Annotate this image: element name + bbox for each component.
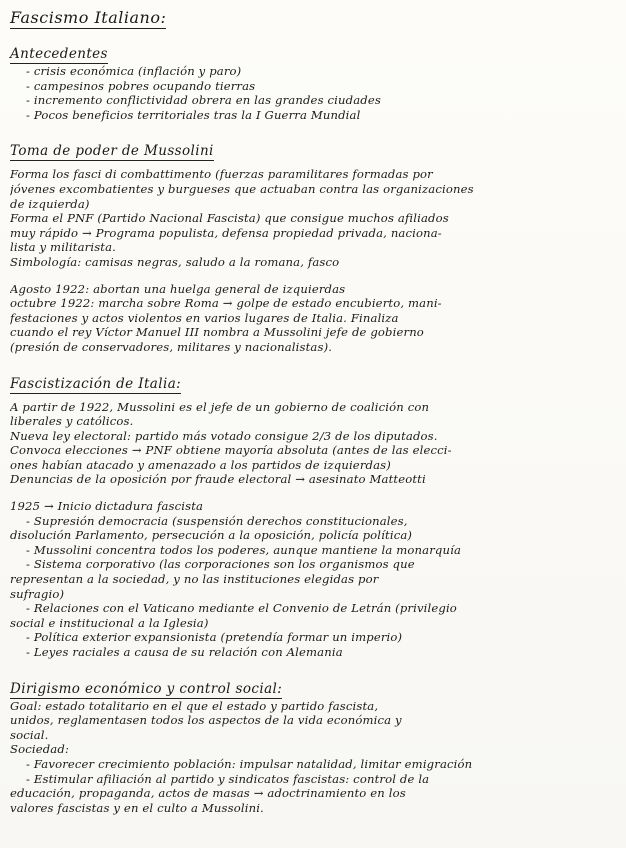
note-line: Denuncias de la oposición por fraude electoral → asesinato Matteotti [10,472,426,487]
section-antecedentes [10,43,616,122]
note-line: - Pocos beneficios territoriales tras la I Guerra Mundial [26,107,361,122]
note-line: Sociedad: [10,742,69,757]
note-line: liberales y católicos. [10,414,134,429]
note-line: - Favorecer crecimiento población: impulsar natalidad, limitar emigración [26,756,473,771]
section-dirigismo [10,678,616,816]
section-fascistizacion [10,373,616,660]
note-line: - Mussolini concentra todos los poderes, aunque mantiene la monarquía [26,542,462,557]
note-line: octubre 1922: marcha sobre Roma → golpe de estado encubierto, mani- [10,296,442,311]
note-line: social. [10,727,49,742]
note-line: Forma los fasci di combattimento (fuerzas paramilitares formadas por [10,167,433,182]
page-title: Fascismo Italiano: [10,8,167,27]
note-line: valores fascistas y en el culto a Mussolini. [10,800,264,815]
note-line: Goal: estado totalitario en el que el estado y partido fascista, [10,698,379,713]
note-line: - Relaciones con el Vaticano mediante el Convenio de Letrán (privilegio [26,601,457,616]
note-line: Convoca elecciones → PNF obtiene mayoría absoluta (antes de las elecci- [10,443,452,458]
note-line: - crisis económica (inflación y paro) [26,64,242,78]
note-line: unidos, reglamentasen todos los aspectos de la vida económica y [10,713,402,728]
section-heading: Dirigismo económico y control social: [10,680,283,697]
note-line: sufragio) [10,586,65,601]
note-line: lista y militarista. [10,240,117,255]
note-line: educación, propaganda, actos de masas → adoctrinamiento en los [10,786,406,801]
note-line: - Leyes raciales a causa de su relación con Alemania [26,645,343,659]
note-line: de izquierda) [10,196,90,211]
note-line: Simbología: camisas negras, saludo a la romana, fasco [10,254,340,269]
note-line: cuando el rey Víctor Manuel III nombra a Mussolini jefe de gobierno [10,325,424,340]
note-line: representan a la sociedad, y no las instituciones elegidas por [10,572,379,587]
section-heading: Toma de poder de Mussolini [10,143,214,160]
note-line: - Sistema corporativo (las corporaciones son los organismos que [26,557,415,572]
note-line: festaciones y actos violentos en varios lugares de Italia. Finaliza [10,310,399,325]
note-line: 1925 → Inicio dictadura fascista [10,499,204,514]
note-line: - incremento conflictividad obrera en las grandes ciudades [26,93,381,108]
note-line: social e institucional a la Iglesia) [10,615,209,630]
note-line: Agosto 1922: abortan una huelga general de izquierdas [10,281,346,296]
note-line: - Supresión democracia (suspensión derechos constitucionales, [26,513,408,528]
note-line: (presión de conservadores, militares y nacionalistas). [10,339,333,354]
note-line: - Política exterior expansionista (pretendía formar un imperio) [26,630,403,645]
section-toma-de-poder [10,140,616,354]
note-line: A partir de 1922, Mussolini es el jefe de un gobierno de coalición con [10,399,430,414]
section-heading: Fascistización de Italia: [10,375,182,392]
note-line: disolución Parlamento, persecución a la oposición, policía política) [10,528,413,543]
note-line: Nueva ley electoral: partido más votado consigue 2/3 de los diputados. [10,428,438,443]
note-line: Forma el PNF (Partido Nacional Fascista) que consigue muchos afiliados [10,211,449,226]
note-line: - Estimular afiliación al partido y sindicatos fascistas: control de la [26,771,430,786]
note-line: jóvenes excombatientes y burgueses que actuaban contra las organizaciones [10,181,474,196]
note-line: ones habían atacado y amenazado a los partidos de izquierdas) [10,457,391,472]
section-heading: Antecedentes [10,46,108,62]
note-line: muy rápido → Programa populista, defensa propiedad privada, naciona- [10,225,442,240]
note-line: - campesinos pobres ocupando tierras [26,78,256,93]
